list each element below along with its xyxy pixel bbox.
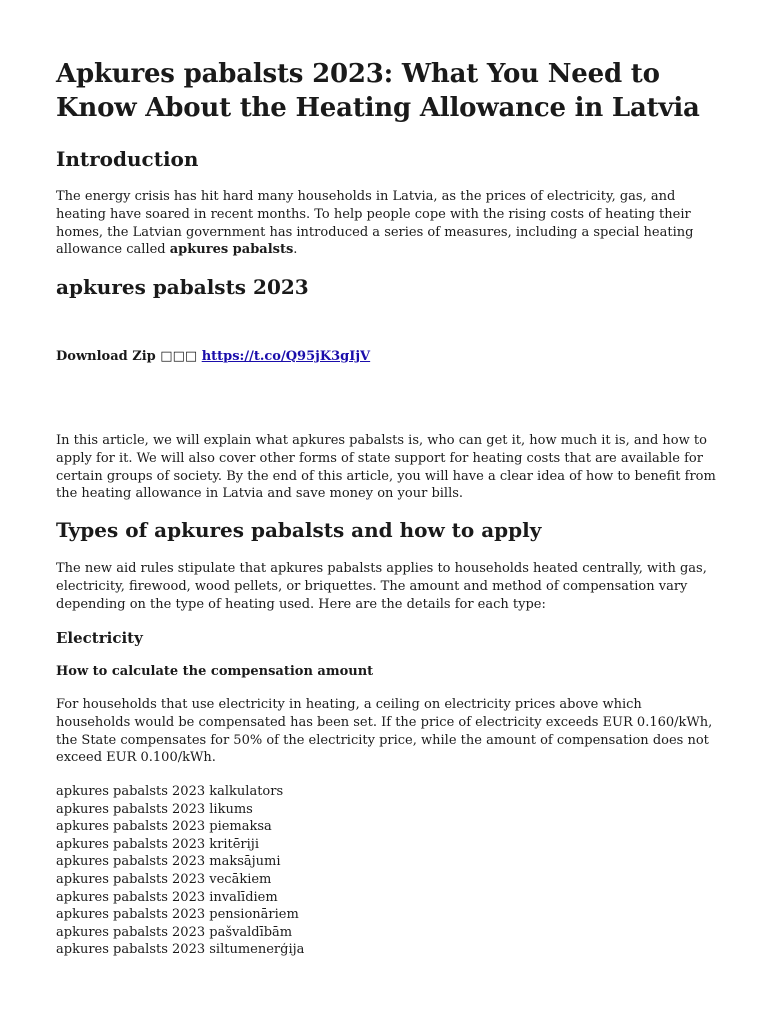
keyword-item: apkures pabalsts 2023 kalkulators bbox=[56, 784, 284, 799]
intro-bold-term: apkures pabalsts bbox=[169, 242, 294, 258]
intro-end: . bbox=[293, 242, 298, 258]
keyword-item: apkures pabalsts 2023 maksājumi bbox=[56, 854, 281, 870]
keyword-item: apkures pabalsts 2023 pensionāriem bbox=[56, 907, 299, 923]
calc-subheading: How to calculate the compensation amount bbox=[56, 664, 374, 679]
intro-heading: Introduction bbox=[56, 147, 199, 171]
keyword-item: apkures pabalsts 2023 siltumenerģija bbox=[56, 942, 305, 958]
keyword-item: apkures pabalsts 2023 pašvaldībām bbox=[56, 924, 293, 940]
types-heading: Types of apkures pabalsts and how to apply bbox=[56, 518, 542, 542]
download-label: Download Zip bbox=[56, 349, 156, 364]
download-link[interactable]: https://t.co/Q95jK3gIjV bbox=[201, 349, 371, 364]
electricity-heading: Electricity bbox=[56, 629, 143, 647]
keyword-item: apkures pabalsts 2023 likums bbox=[56, 801, 253, 817]
page-title: Apkures pabalsts 2023: What You Need to Know About the Heating Allowance in Latvia bbox=[56, 59, 700, 123]
types-paragraph: The new aid rules stipulate that apkures pabalsts applies to households heated centrally, with gas, electricity, firewood, wood pellets, or briquettes. The amount and method of compensation vary depending on the type of heating used. Here are the details for each type: bbox=[56, 561, 707, 612]
electricity-paragraph: For households that use electricity in heating, a ceiling on electricity prices above which households would be compensated has been set. If the price of electricity exceeds EUR 0.160/kWh, the State compensates for 50% of the electricity price, while the amount of compensation does not exceed EUR 0.100/kWh. bbox=[56, 697, 713, 766]
article-paragraph: In this article, we will explain what apkures pabalsts is, who can get it, how much it is, and how to apply for it. We will also cover other forms of state support for heating costs that are available for certain groups of society. By the end of this article, you will have a clear idea of how to benefit from the heating allowance in Latvia and save money on your bills. bbox=[56, 433, 716, 502]
keyword-item: apkures pabalsts 2023 kritēriji bbox=[56, 836, 259, 852]
keyword-item: apkures pabalsts 2023 piemaksa bbox=[56, 819, 272, 835]
section-heading-apkures: apkures pabalsts 2023 bbox=[56, 275, 309, 299]
download-arrows-icon: □□□ bbox=[160, 349, 198, 364]
intro-paragraph bbox=[56, 188, 716, 259]
download-line bbox=[56, 348, 716, 366]
keyword-list bbox=[56, 783, 716, 959]
intro-text: The energy crisis has hit hard many households in Latvia, as the prices of electricity, gas, and heating have soared in recent months. To help people cope with the rising costs of heating their homes, the Latvian government has introduced a series of measures, including a special heating allowance called bbox=[56, 189, 694, 258]
keyword-item: apkures pabalsts 2023 invalīdiem bbox=[56, 889, 278, 905]
keyword-item: apkures pabalsts 2023 vecākiem bbox=[56, 871, 272, 887]
